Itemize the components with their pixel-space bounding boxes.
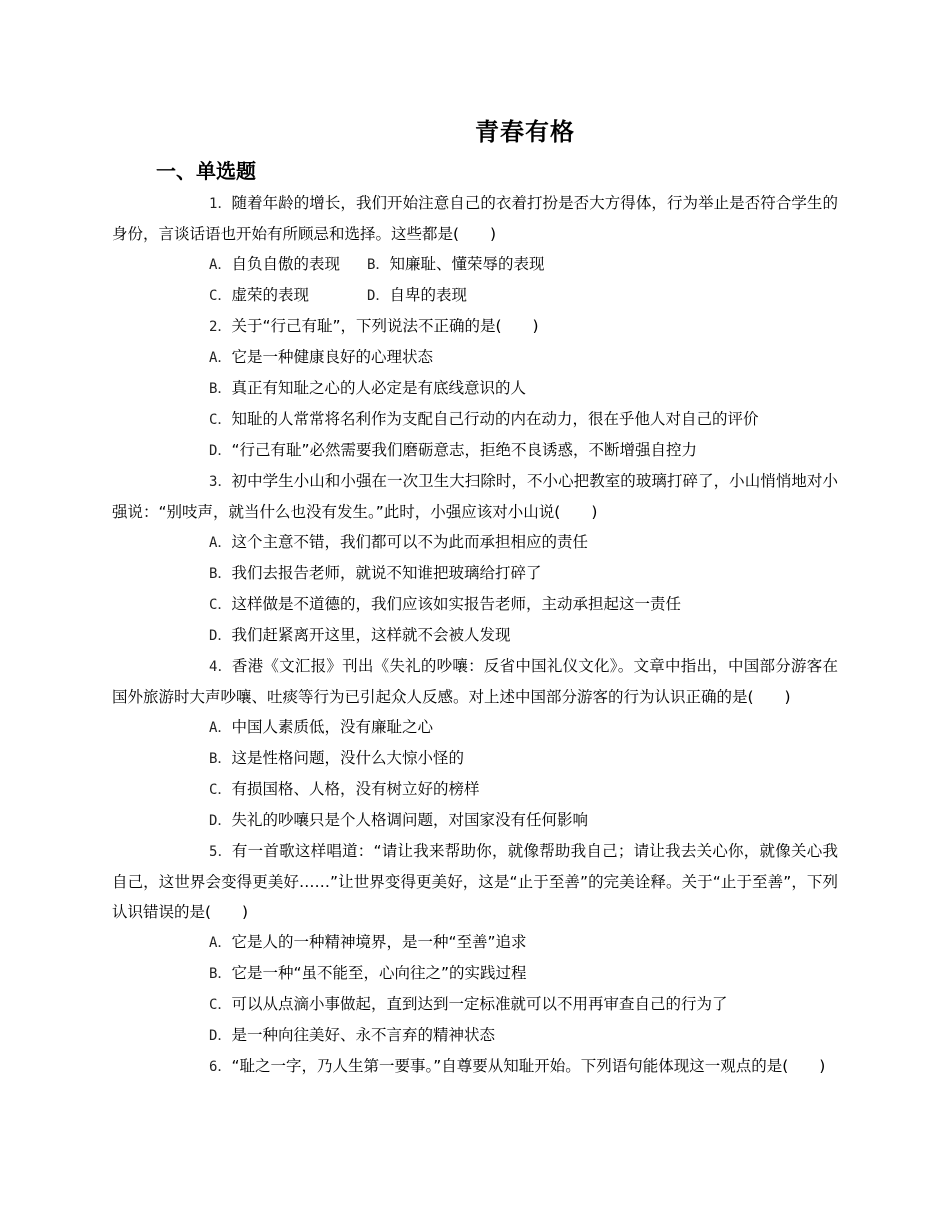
question-4 bbox=[112, 651, 838, 712]
question-number: 2． bbox=[209, 319, 232, 335]
option-d bbox=[367, 280, 467, 311]
question-stem: 随着年龄的增长，我们开始注意自己的衣着打扮是否大方得体，行为举止是否符合学生的身份，言谈话语也开始有所顾忌和选择。这些都是( ) bbox=[112, 194, 838, 243]
option-text: 这个主意不错，我们都可以不为此而承担相应的责任 bbox=[231, 533, 588, 551]
option-text: 它是一种健康良好的心理状态 bbox=[231, 348, 433, 366]
option-letter: A． bbox=[209, 257, 232, 273]
option-letter: D． bbox=[209, 443, 232, 459]
question-1 bbox=[112, 188, 838, 249]
question-list bbox=[112, 188, 838, 1082]
option-text: 真正有知耻之心的人必定是有底线意识的人 bbox=[231, 379, 526, 397]
option-text: 这样做是不道德的，我们应该如实报告老师，主动承担起这一责任 bbox=[231, 595, 681, 613]
option-text: 知廉耻、懂荣辱的表现 bbox=[389, 255, 545, 273]
question-stem: 关于“行己有耻”，下列说法不正确的是( ) bbox=[231, 317, 539, 335]
option-a bbox=[209, 342, 838, 373]
option-text: 我们赶紧离开这里，这样就不会被人发现 bbox=[231, 626, 511, 644]
question-stem: 香港《文汇报》刊出《失礼的吵嚷：反省中国礼仪文化》。文章中指出，中国部分游客在国外旅游时大声吵嚷、吐痰等行为已引起众人反感。对上述中国部分游客的行为认识正确的是( ) bbox=[112, 657, 838, 706]
question-stem: 初中学生小山和小强在一次卫生大扫除时，不小心把教室的玻璃打碎了，小山悄悄地对小强说：“别吱声，就当什么也没有发生。”此时，小强应该对小山说( ) bbox=[112, 472, 838, 521]
option-b bbox=[209, 958, 838, 989]
option-text: “行己有耻”必然需要我们磨砺意志，拒绝不良诱惑，不断增强自控力 bbox=[231, 441, 697, 459]
question-number: 5． bbox=[209, 844, 232, 860]
option-letter: D． bbox=[209, 813, 232, 829]
option-row bbox=[209, 249, 838, 280]
option-c bbox=[209, 774, 838, 805]
question-number: 6． bbox=[209, 1059, 232, 1075]
option-letter: A． bbox=[209, 350, 232, 366]
question-6 bbox=[112, 1051, 838, 1082]
option-text: 这是性格问题，没什么大惊小怪的 bbox=[231, 749, 464, 767]
option-a bbox=[209, 712, 838, 743]
option-d bbox=[209, 435, 838, 466]
option-c bbox=[209, 404, 838, 435]
option-a bbox=[209, 927, 838, 958]
option-text: 中国人素质低，没有廉耻之心 bbox=[231, 718, 433, 736]
option-letter: C． bbox=[209, 597, 232, 613]
option-c bbox=[209, 989, 838, 1020]
option-text: 虚荣的表现 bbox=[231, 286, 309, 304]
option-letter: D． bbox=[209, 628, 232, 644]
option-a bbox=[209, 527, 838, 558]
document-title: 青春有格 bbox=[475, 118, 575, 146]
option-row bbox=[209, 280, 838, 311]
question-number: 3． bbox=[209, 474, 232, 490]
option-text: 知耻的人常常将名利作为支配自己行动的内在动力，很在乎他人对自己的评价 bbox=[231, 410, 759, 428]
option-b bbox=[209, 373, 838, 404]
option-a bbox=[209, 249, 367, 280]
option-b bbox=[209, 558, 838, 589]
question-number: 4． bbox=[209, 659, 232, 675]
option-letter: C． bbox=[209, 288, 232, 304]
option-d bbox=[209, 620, 838, 651]
option-text: 它是一种“虽不能至，心向往之”的实践过程 bbox=[231, 964, 527, 982]
option-letter: C． bbox=[209, 782, 232, 798]
option-letter: A． bbox=[209, 935, 232, 951]
option-text: 可以从点滴小事做起，直到达到一定标准就可以不用再审查自己的行为了 bbox=[231, 995, 728, 1013]
option-letter: B． bbox=[209, 566, 232, 582]
question-2 bbox=[112, 311, 838, 342]
option-letter: A． bbox=[209, 535, 232, 551]
option-text: 它是人的一种精神境界，是一种“至善”追求 bbox=[231, 933, 527, 951]
section-heading: 一、单选题 bbox=[156, 159, 256, 183]
option-d bbox=[209, 805, 838, 836]
question-stem: “耻之一字，乃人生第一要事。”自尊要从知耻开始。下列语句能体现这一观点的是( ) bbox=[231, 1057, 826, 1075]
option-c bbox=[209, 589, 838, 620]
option-letter: C． bbox=[209, 412, 232, 428]
option-text: 有损国格、人格，没有树立好的榜样 bbox=[231, 780, 480, 798]
question-stem: 有一首歌这样唱道：“请让我来帮助你，就像帮助我自己；请让我去关心你，就像关心我自己，这世界会变得更美好……”让世界变得更美好，这是“止于至善”的完美诠释。关于“止于至善”，下列认识错误的是( ) bbox=[112, 842, 838, 921]
option-letter: C． bbox=[209, 997, 232, 1013]
option-letter: A． bbox=[209, 720, 232, 736]
option-text: 是一种向往美好、永不言弃的精神状态 bbox=[231, 1026, 495, 1044]
option-letter: D． bbox=[209, 1028, 232, 1044]
option-letter: B． bbox=[209, 381, 232, 397]
option-letter: B． bbox=[209, 966, 232, 982]
question-5 bbox=[112, 836, 838, 927]
option-b bbox=[209, 743, 838, 774]
option-letter: B． bbox=[209, 751, 232, 767]
option-text: 自负自傲的表现 bbox=[231, 255, 340, 273]
question-3 bbox=[112, 466, 838, 527]
option-text: 失礼的吵嚷只是个人格调问题，对国家没有任何影响 bbox=[231, 811, 588, 829]
option-c bbox=[209, 280, 367, 311]
option-letter: D． bbox=[367, 288, 390, 304]
option-text: 我们去报告老师，就说不知谁把玻璃给打碎了 bbox=[231, 564, 542, 582]
option-letter: B． bbox=[367, 257, 390, 273]
option-text: 自卑的表现 bbox=[389, 286, 467, 304]
question-number: 1． bbox=[209, 196, 232, 212]
option-d bbox=[209, 1020, 838, 1051]
option-b bbox=[367, 249, 544, 280]
